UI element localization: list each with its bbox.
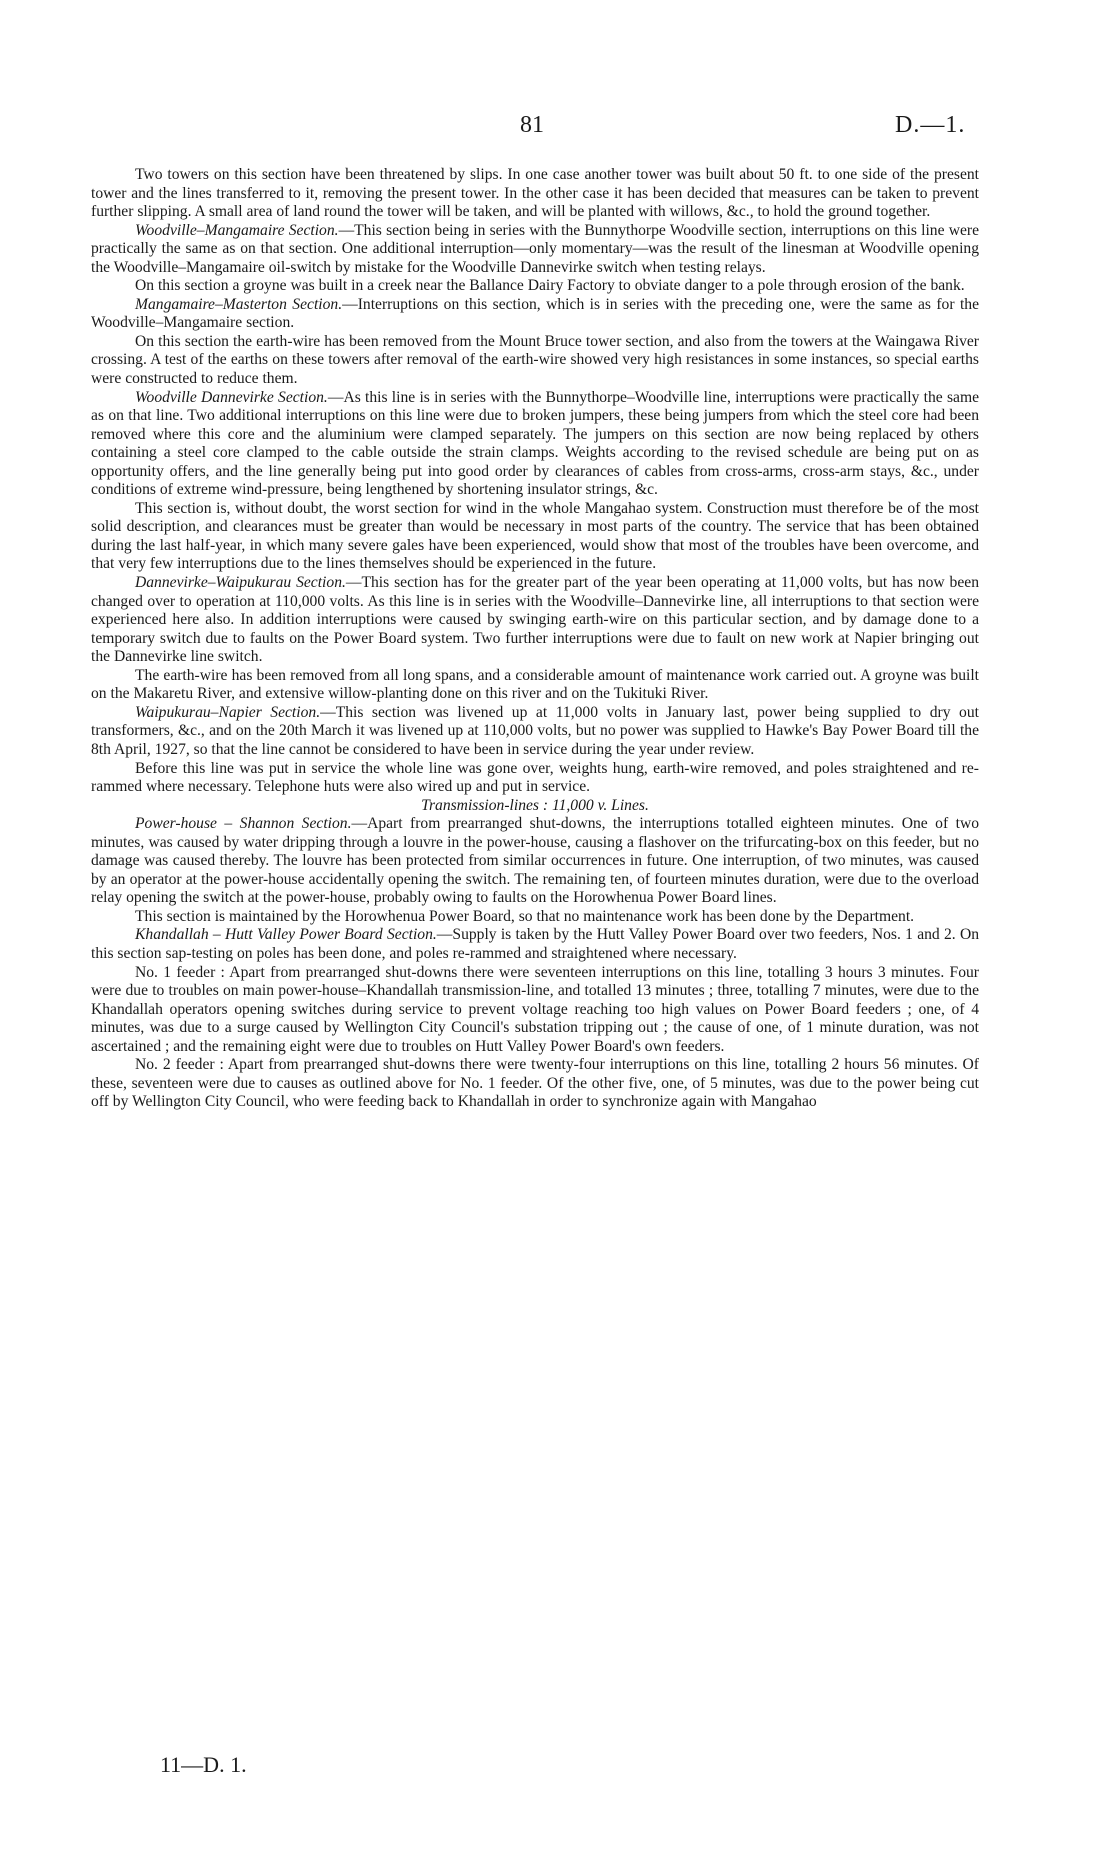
paragraph <box>91 166 979 222</box>
paragraph-lead: Khandallah – Hutt Valley Power Board Section. <box>135 926 437 944</box>
paragraph-lead: Mangamaire–Masterton Section. <box>135 295 343 313</box>
paragraph <box>91 333 979 389</box>
paragraph-text: —Interruptions on this section, which is in series with the preceding one, were the same as for the Woodville–Mangamaire section. <box>91 295 980 332</box>
paragraph <box>91 500 979 574</box>
paragraph <box>91 964 979 1057</box>
paragraph-text: This section is, without doubt, the worst section for wind in the whole Mangahao system. Construction must therefore be of the most solid description, and clearances must be greater than would be necessary in most parts of the country. The service that has been obtained during the last half-year, in which many severe gales have been experienced, would show that most of the troubles have been overcome, and that very few interruptions due to the lines themselves should be experienced in the future. <box>91 499 979 573</box>
paragraph-text: —Supply is taken by the Hutt Valley Power Board over two feeders, Nos. 1 and 2. On this section sap-testing on poles has been done, and poles re-rammed and straightened where necessary. <box>91 926 980 962</box>
paragraph <box>91 574 979 667</box>
paragraph-text: —This section being in series with the Bunnythorpe Woodville section, interruptions on this line were practically the same as on that section. One additional interruption—only momentary—was the result of the linesman at Woodville opening the Woodville–Mangamaire oil-switch by mistake for the Woodville Dannevirke switch when testing relays. <box>91 221 979 276</box>
paragraph <box>91 389 979 500</box>
paragraph-text: Two towers on this section have been threatened by slips. In one case another tower was built about 50 ft. to one side of the present tower and the lines transferred to it, removing the present tower. In the other case it has been decided that measures can be taken to prevent further slipping. A small area of land round the tower will be taken, and will be planted with willows, &c., to hold the ground together. <box>91 166 979 221</box>
paragraph-text: The earth-wire has been removed from all long spans, and a considerable amount of maintenance work carried out. A groyne was built on the Makaretu River, and extensive willow-planting done on this river and on the Tukituki River. <box>91 666 979 703</box>
paragraph <box>91 704 979 760</box>
section-heading: Transmission-lines : 11,000 v. Lines. <box>421 796 649 814</box>
paragraph <box>91 222 979 278</box>
paragraph-text: —This section has for the greater part of the year been operating at 11,000 volts, but has now been changed over to operation at 110,000 volts. As this line is in series with the Woodville–Dannevirke line, all interruptions to that section were experienced here also. In addition interruptions were caused by swinging earth-wire on this particular section, and by damage done to a temporary switch due to faults on the Power Board system. Two further interruptions were due to fault on new work at Napier bringing out the Dannevirke line switch. <box>91 574 979 666</box>
paragraph-text: No. 2 feeder : Apart from prearranged shut-downs there were twenty-four interruptions on this line, totalling 2 hours 56 minutes. Of these, seventeen were due to causes as outlined above for No. 1 feeder. Of the other five, one, of 5 minutes, was due to the power being cut off by Wellington City Council, who were feeding back to Khandallah in order to synchronize again with Mangahao <box>91 1056 979 1111</box>
paragraph-text: No. 1 feeder : Apart from prearranged shut-downs there were seventeen interruptions on this line, totalling 3 hours 3 minutes. Four were due to troubles on main power-house–Khandallah transmission-line, and totalled 13 minutes ; three, totalling 7 minutes, were due to the Khandallah operators opening switches during service to prevent voltage reaching too high values on Power Board feeders ; one, of 4 minutes, was due to a surge caused by Wellington City Council's substation tripping out ; the cause of one, of 1 minute duration, was not ascertained ; and the remaining eight were due to troubles on Hutt Valley Power Board's own feeders. <box>91 963 979 1055</box>
paragraph-text: —Apart from prearranged shut-downs, the interruptions totalled eighteen minutes. One of two minutes, was caused by water dripping through a louvre in the power-house, causing a flashover on the trifurcating-box on this feeder, but no damage was caused thereby. The louvre has been protected from similar occurrences in future. One interruption, of two minutes, was caused by an operator at the power-house accidentally opening the switch. The remaining ten, of fourteen minutes duration, were due to the overload relay opening the switch at the power-house, probably owing to faults on the Horowhenua Power Board lines. <box>91 815 979 907</box>
paragraph <box>91 815 979 908</box>
paragraph <box>91 1056 979 1112</box>
paragraph-lead: Waipukurau–Napier Section. <box>135 703 321 721</box>
paragraph-text: On this section the earth-wire has been removed from the Mount Bruce tower section, and also from the towers at the Waingawa River crossing. A test of the earths on these towers after removal of the earth-wire showed very high resistances in some instances, so special earths were constructed to reduce them. <box>91 332 979 388</box>
paragraph-lead: Dannevirke–Waipukurau Section. <box>135 574 346 592</box>
body-text <box>91 166 979 1112</box>
paragraph <box>91 760 979 797</box>
paragraph-lead: Woodville–Mangamaire Section. <box>135 221 339 239</box>
document-reference: D.—1. <box>895 112 966 138</box>
paragraph-text: Before this line was put in service the whole line was gone over, weights hung, earth-wire removed, and poles straightened and re-rammed where necessary. Telephone huts were also wired up and put in service. <box>91 759 979 796</box>
paragraph-lead: Woodville Dannevirke Section. <box>135 388 328 406</box>
paragraph <box>91 908 979 927</box>
paragraph <box>91 277 979 296</box>
paragraph <box>91 926 979 963</box>
paragraph-text: —As this line is in series with the Bunnythorpe–Woodville line, interruptions were practically the same as on that line. Two additional interruptions on this line were due to broken jumpers, these being jumpers from which the steel core had been removed where this core and the aluminium were clamped separately. The jumpers on this section are now being replaced by others containing a steel core clamped to the cable outside the strain clamps. Weights according to the revised schedule are being put on as opportunity offers, and the line generally being put into good order by clearances of cables from cross-arms, cross-arm stays, &c., under conditions of extreme wind-pressure, being lengthened by shortening insulator strings, &c. <box>91 388 980 499</box>
paragraph-text: —This section was livened up at 11,000 volts in January last, power being supplied to dry out transformers, &c., and on the 20th March it was livened up at 110,000 volts, but no power was supplied to Hawke's Bay Power Board till the 8th April, 1927, so that the line cannot be considered to have been in service during the year under review. <box>91 703 979 758</box>
paragraph <box>91 667 979 704</box>
signature-mark: 11—D. 1. <box>160 1752 247 1777</box>
paragraph-text: On this section a groyne was built in a creek near the Ballance Dairy Factory to obviate danger to a pole through erosion of the bank. <box>135 277 965 295</box>
paragraph <box>91 296 979 333</box>
page-number: 81 <box>520 112 544 138</box>
paragraph-lead: Power-house – Shannon Section. <box>135 815 352 833</box>
paragraph-text: This section is maintained by the Horowhenua Power Board, so that no maintenance work has been done by the Department. <box>135 907 915 925</box>
